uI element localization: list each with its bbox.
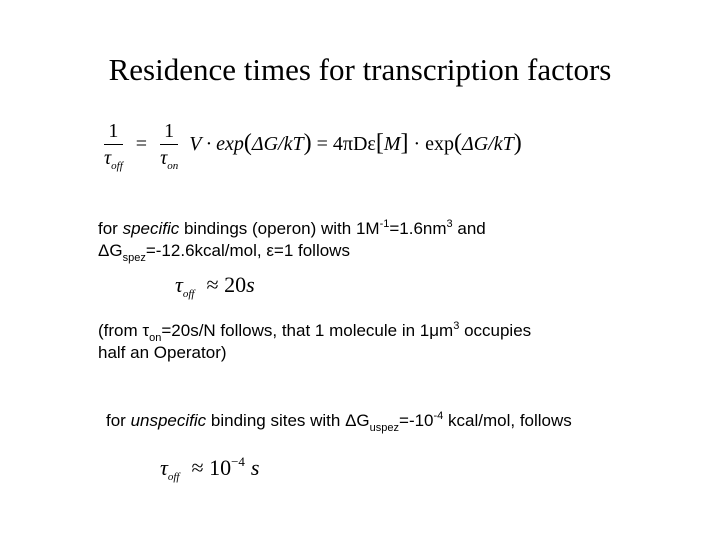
specific-delta-g: ΔG — [98, 241, 123, 260]
unspecific-pre: for — [106, 411, 131, 430]
result2-unit: s — [250, 455, 260, 480]
result1-unit: s — [246, 272, 255, 297]
note-mid: =20s/N follows, that 1 molecule in 1μm — [161, 321, 454, 340]
paren-open-2: ( — [454, 129, 463, 156]
specific-sup1: -1 — [379, 218, 390, 230]
unspecific-sup: -4 — [433, 410, 444, 422]
specific-line2-rest: =-12.6kcal/mol, ε=1 follows — [145, 241, 350, 260]
rhs-fraction — [160, 120, 178, 170]
expr-v-exp: V · exp — [189, 132, 244, 155]
concentration-m: M — [383, 132, 401, 155]
note-pre: (from τ — [98, 321, 150, 340]
specific-end: and — [452, 219, 486, 238]
specific-post: bindings (operon) with 1M — [179, 219, 380, 238]
result2-sup: −4 — [231, 454, 245, 469]
delta-g-2: ΔG — [462, 132, 489, 155]
lhs-tau: τ — [104, 147, 112, 169]
result2-tau: τ — [160, 455, 168, 480]
paren-close-2: ) — [513, 129, 522, 156]
delta-g: ΔG — [251, 132, 279, 155]
specific-pre: for — [98, 219, 123, 238]
slash-kt: /kT — [278, 132, 304, 155]
four-pi-d-eps: = 4πDε — [311, 132, 376, 155]
residence-time-equation — [104, 120, 522, 170]
note-line2: half an Operator) — [98, 343, 227, 362]
result-unspecific-equation — [160, 455, 259, 481]
specific-binding-text — [98, 218, 486, 262]
result1-approx: ≈ 20 — [206, 272, 247, 297]
note-end: occupies — [459, 321, 532, 340]
result1-tau: τ — [175, 272, 183, 297]
bracket-open: [ — [375, 129, 384, 156]
unspecific-mid2: =-10 — [399, 411, 434, 430]
slide-title: Residence times for transcription factors — [108, 52, 612, 87]
lhs-sub-off: off — [111, 160, 123, 172]
slash-kt-2: /kT — [488, 132, 514, 155]
rhs-sub-on: on — [167, 160, 179, 172]
unspecific-mid: binding sites with ΔG — [206, 411, 370, 430]
lhs-numerator: 1 — [104, 120, 123, 145]
exp-2: · exp — [408, 132, 455, 155]
unspecific-emph: unspecific — [130, 411, 207, 430]
paren-open: ( — [243, 129, 252, 156]
result1-sub-off: off — [182, 288, 195, 300]
result2-sub-off: off — [167, 471, 180, 483]
note-text — [98, 320, 531, 364]
specific-sub-spez: spez — [122, 252, 146, 264]
rhs-numerator: 1 — [160, 120, 178, 145]
equals-sign: = — [135, 132, 148, 155]
unspecific-sub-uspez: uspez — [369, 422, 400, 434]
lhs-fraction — [104, 120, 123, 170]
specific-mid: =1.6nm — [389, 219, 447, 238]
paren-close: ) — [303, 129, 312, 156]
unspecific-end: kcal/mol, follows — [443, 411, 572, 430]
note-sub-on: on — [149, 332, 162, 344]
result-specific-equation — [175, 272, 255, 298]
specific-sup2: 3 — [446, 218, 453, 230]
bracket-close: ] — [400, 129, 409, 156]
specific-emph: specific — [122, 219, 180, 238]
unspecific-binding-text — [106, 410, 572, 432]
result2-approx: ≈ 10 — [191, 455, 232, 480]
note-sup: 3 — [453, 320, 460, 332]
rhs-tau: τ — [160, 147, 168, 169]
